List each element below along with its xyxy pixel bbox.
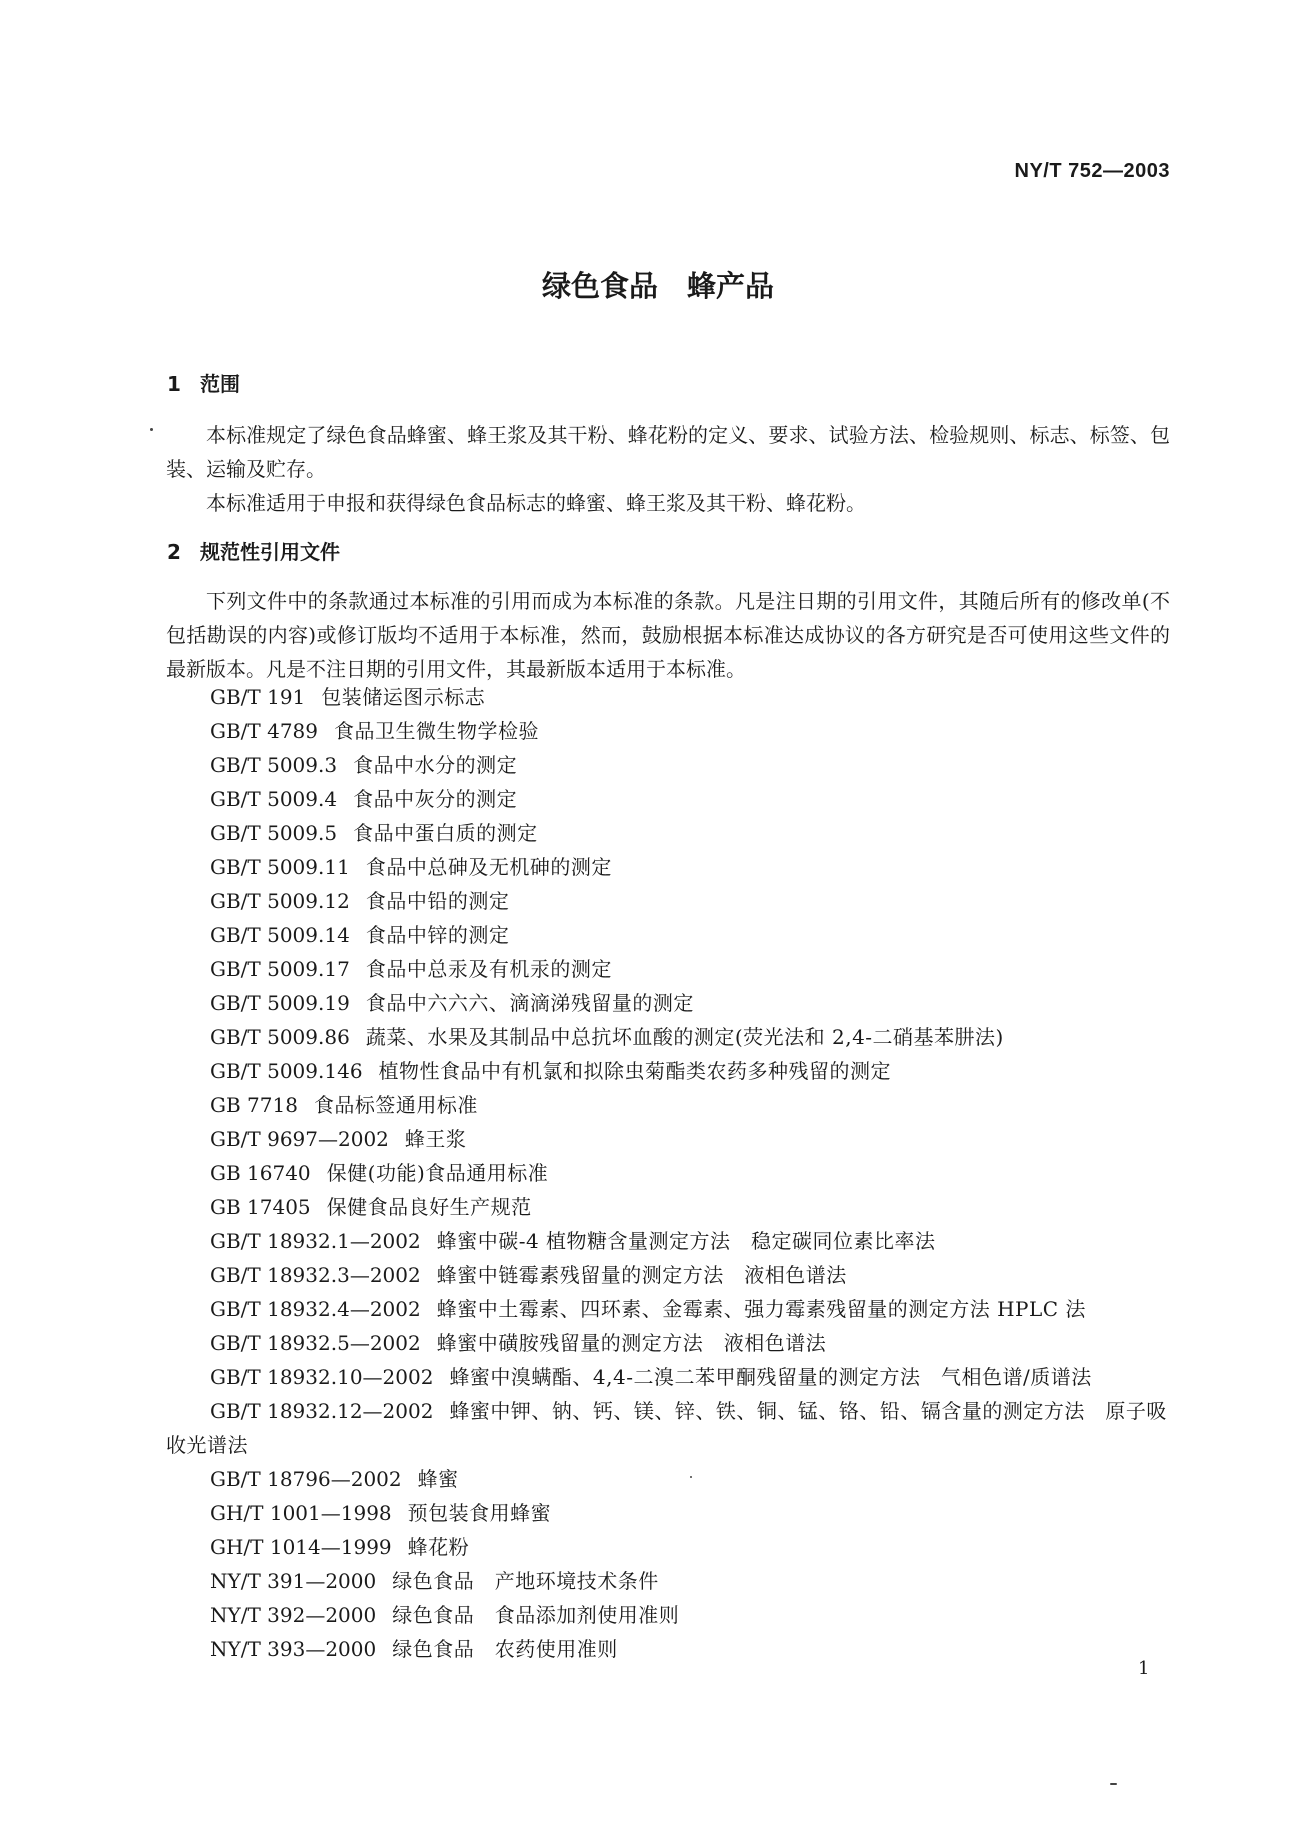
reference-code: GB/T 18932.3—2002 (210, 1263, 421, 1287)
reference-code: GB/T 191 (210, 685, 306, 709)
paragraph: 本标准适用于申报和获得绿色食品标志的蜂蜜、蜂王浆及其干粉、蜂花粉。 (206, 491, 866, 515)
reference-title: 食品中铅的测定 (365, 889, 510, 913)
reference-code: GB/T 18932.1—2002 (210, 1229, 421, 1253)
reference-title: 蜂蜜中土霉素、四环素、金霉素、强力霉素残留量的测定方法 HPLC 法 (436, 1297, 1086, 1321)
reference-code: GB/T 5009.19 (210, 991, 350, 1015)
reference-title: 保健食品良好生产规范 (326, 1195, 532, 1219)
reference-title: 预包装食用蜂蜜 (407, 1501, 552, 1525)
reference-code: GB/T 5009.17 (210, 957, 350, 981)
reference-title: 绿色食品 产地环境技术条件 (392, 1569, 659, 1593)
reference-code: GB 7718 (210, 1093, 298, 1117)
reference-code: GB/T 5009.146 (210, 1059, 363, 1083)
reference-item (166, 884, 1170, 918)
paragraph: 下列文件中的条款通过本标准的引用而成为本标准的条款。凡是注日期的引用文件，其随后所有的修改单(不包括勘误的内容)或修订版均不适用于本标准，然而，鼓励根据本标准达成协议的各方研究是否可使用这些文件的最新版本。凡是不注日期的引用文件，其最新版本适用于本标准。 (166, 589, 1170, 681)
reference-item (166, 1530, 1170, 1564)
reference-title: 蜂蜜中磺胺残留量的测定方法 液相色谱法 (436, 1331, 827, 1355)
reference-code: GB/T 4789 (210, 719, 319, 743)
reference-item (166, 850, 1170, 884)
reference-title: 保健(功能)食品通用标准 (326, 1161, 549, 1185)
reference-code: GB/T 5009.5 (210, 821, 338, 845)
reference-code: GB/T 18796—2002 (210, 1467, 402, 1491)
reference-item (166, 1598, 1170, 1632)
standard-code: NY/T 752—2003 (1014, 160, 1170, 182)
reference-title: 蜂花粉 (407, 1535, 470, 1559)
reference-code: GB/T 9697—2002 (210, 1127, 389, 1151)
reference-item (166, 1394, 1170, 1462)
reference-item (166, 748, 1170, 782)
reference-code: GB/T 18932.10—2002 (210, 1365, 434, 1389)
reference-title: 蜂蜜中碳-4 植物糖含量测定方法 稳定碳同位素比率法 (436, 1229, 936, 1253)
reference-code: NY/T 393—2000 (210, 1637, 377, 1661)
reference-title: 食品标签通用标准 (313, 1093, 478, 1117)
reference-code: GB/T 5009.3 (210, 753, 338, 777)
reference-item (166, 714, 1170, 748)
reference-code: GB 17405 (210, 1195, 311, 1219)
document-title: 绿色食品 蜂产品 (541, 269, 774, 303)
reference-title: 食品中灰分的测定 (353, 787, 518, 811)
reference-item (166, 1564, 1170, 1598)
reference-item (166, 1088, 1170, 1122)
reference-title: 蜂王浆 (404, 1127, 467, 1151)
section-1-heading (167, 368, 240, 397)
paragraph: 本标准规定了绿色食品蜂蜜、蜂王浆及其干粉、蜂花粉的定义、要求、试验方法、检验规则、标志、标签、包装、运输及贮存。 (166, 423, 1170, 481)
section-title: 规范性引用文件 (200, 540, 340, 564)
section-number: 2 (167, 540, 181, 564)
reference-code: GB/T 18932.4—2002 (210, 1297, 421, 1321)
reference-title: 植物性食品中有机氯和拟除虫菊酯类农药多种残留的测定 (378, 1059, 892, 1083)
section-1-body (166, 418, 1170, 520)
reference-code: NY/T 392—2000 (210, 1603, 377, 1627)
section-2-body (166, 584, 1170, 686)
reference-title: 食品卫生微生物学检验 (334, 719, 540, 743)
reference-title: 绿色食品 农药使用准则 (392, 1637, 618, 1661)
reference-item (166, 1054, 1170, 1088)
reference-title: 蜂蜜中钾、钠、钙、镁、锌、铁、铜、锰、铬、铅、镉含量的测定方法 原子吸收光谱法 (166, 1399, 1167, 1457)
reference-item (166, 1258, 1170, 1292)
reference-title: 食品中总砷及无机砷的测定 (365, 855, 612, 879)
reference-code: GB/T 5009.4 (210, 787, 338, 811)
reference-list (166, 680, 1170, 1666)
section-number: 1 (167, 372, 181, 396)
reference-code: GB/T 5009.86 (210, 1025, 350, 1049)
reference-item (166, 952, 1170, 986)
reference-code: GB/T 5009.11 (210, 855, 350, 879)
reference-item (166, 1156, 1170, 1190)
reference-code: GB/T 18932.12—2002 (210, 1399, 434, 1423)
reference-code: GB/T 5009.12 (210, 889, 350, 913)
reference-item (166, 1020, 1170, 1054)
reference-item (166, 816, 1170, 850)
reference-item (166, 1224, 1170, 1258)
reference-item (166, 918, 1170, 952)
reference-title: 食品中蛋白质的测定 (353, 821, 538, 845)
reference-title: 蜂蜜 (417, 1467, 459, 1491)
reference-item (166, 1292, 1170, 1326)
reference-title: 食品中六六六、滴滴涕残留量的测定 (365, 991, 694, 1015)
reference-code: GH/T 1014—1999 (210, 1535, 392, 1559)
reference-title: 蜂蜜中溴螨酯、4,4-二溴二苯甲酮残留量的测定方法 气相色谱/质谱法 (449, 1365, 1092, 1389)
reference-code: NY/T 391—2000 (210, 1569, 377, 1593)
section-2-heading (167, 536, 340, 565)
reference-item (166, 986, 1170, 1020)
reference-title: 食品中锌的测定 (365, 923, 510, 947)
reference-title: 绿色食品 食品添加剂使用准则 (392, 1603, 680, 1627)
scan-speck (690, 1476, 692, 1478)
reference-item (166, 680, 1170, 714)
reference-item (166, 1496, 1170, 1530)
reference-title: 食品中总汞及有机汞的测定 (365, 957, 612, 981)
reference-item (166, 1632, 1170, 1666)
reference-title: 食品中水分的测定 (353, 753, 518, 777)
scan-speck (1110, 1783, 1117, 1785)
reference-item (166, 1122, 1170, 1156)
reference-item (166, 782, 1170, 816)
reference-code: GB 16740 (210, 1161, 311, 1185)
scan-speck (150, 428, 153, 431)
reference-code: GH/T 1001—1998 (210, 1501, 392, 1525)
section-title: 范围 (200, 372, 240, 396)
reference-title: 蜂蜜中链霉素残留量的测定方法 液相色谱法 (436, 1263, 847, 1287)
reference-item (166, 1190, 1170, 1224)
reference-code: GB/T 18932.5—2002 (210, 1331, 421, 1355)
reference-title: 蔬菜、水果及其制品中总抗坏血酸的测定(荧光法和 2,4-二硝基苯肼法) (365, 1025, 1004, 1049)
reference-title: 包装储运图示标志 (321, 685, 486, 709)
reference-code: GB/T 5009.14 (210, 923, 350, 947)
reference-item (166, 1462, 1170, 1496)
reference-item (166, 1360, 1170, 1394)
page-number: 1 (1138, 1658, 1150, 1679)
reference-item (166, 1326, 1170, 1360)
